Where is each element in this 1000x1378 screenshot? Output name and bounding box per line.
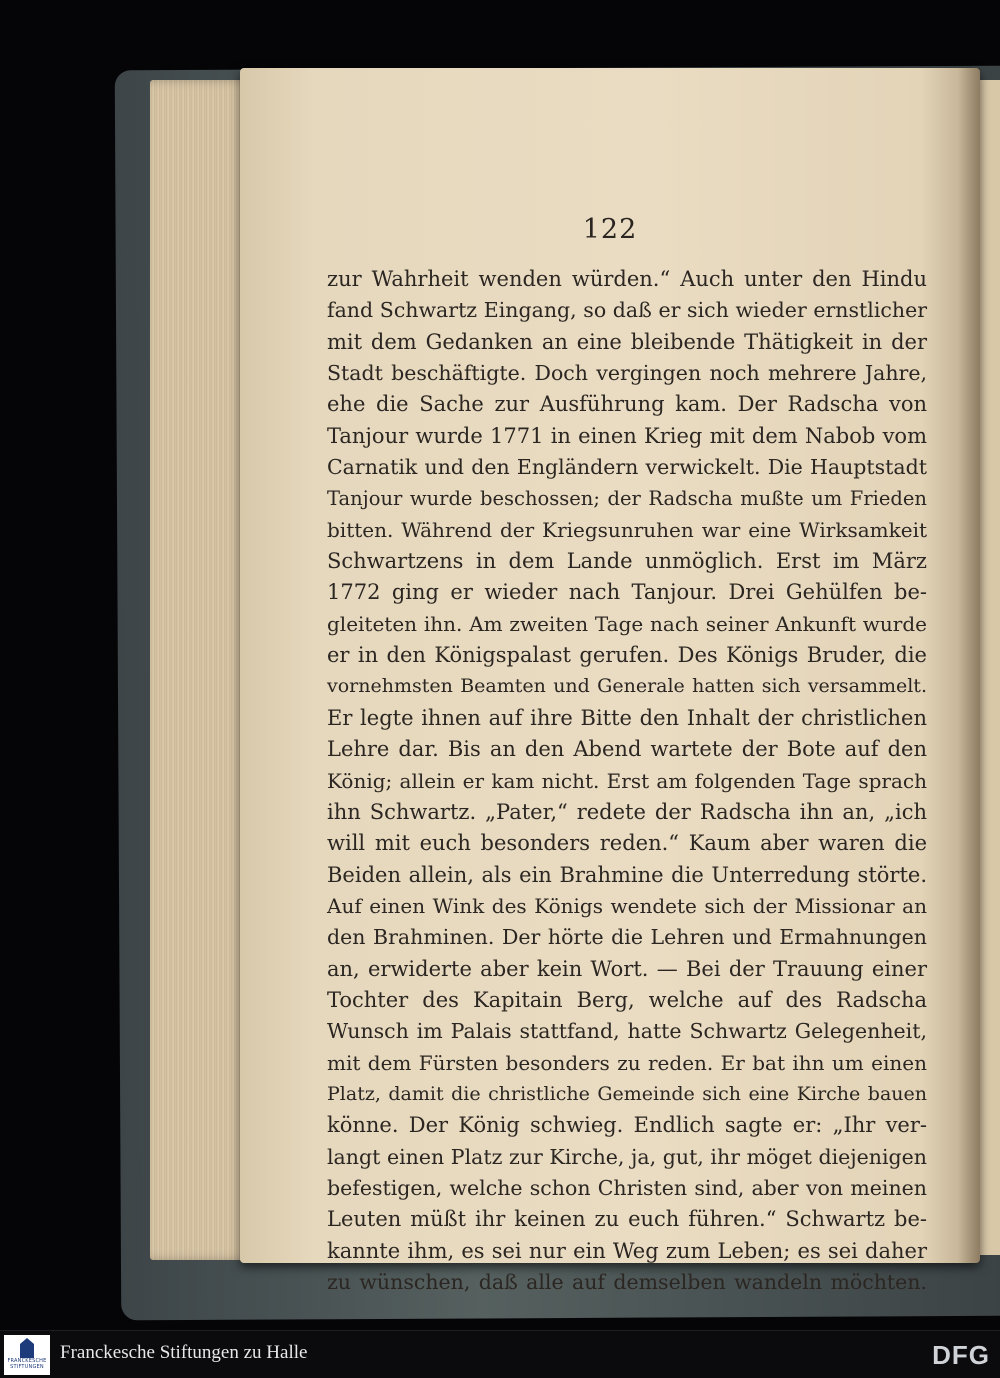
- text-line: vornehmsten Beamten und Generale hatten sich versammelt.: [327, 675, 927, 698]
- text-line: Leuten müßt ihr keinen zu euch führen.“ Schwartz be-: [327, 1207, 927, 1232]
- text-line: langt einen Platz zur Kirche, ja, gut, ihr möget diejenigen: [327, 1144, 927, 1169]
- text-line: Platz, damit die christliche Gemeinde sich eine Kirche bauen: [327, 1082, 927, 1105]
- text-line: Tanjour wurde 1771 in einen Krieg mit dem Nabob vom: [327, 423, 927, 448]
- text-line: bitten. Während der Kriegsunruhen war eine Wirksamkeit: [327, 517, 927, 542]
- text-line: 1772 ging er wieder nach Tanjour. Drei Gehülfen be-: [327, 580, 927, 605]
- franckesche-logo[interactable]: [4, 1335, 50, 1375]
- text-line: er in den Königspalast gerufen. Des Königs Bruder, die: [327, 643, 927, 668]
- text-line: den Brahminen. Der hörte die Lehren und Ermahnungen: [327, 925, 927, 950]
- institution-name[interactable]: Franckesche Stiftungen zu Halle: [60, 1342, 308, 1363]
- text-line: ehe die Sache zur Ausführung kam. Der Radscha von: [327, 392, 927, 417]
- text-line: Tochter des Kapitain Berg, welche auf des Radscha: [327, 987, 927, 1012]
- dfg-logo[interactable]: DFG: [932, 1340, 990, 1370]
- text-line: könne. Der König schwieg. Endlich sagte er: „Ihr ver-: [327, 1113, 927, 1138]
- text-line: befestigen, welche schon Christen sind, aber von meinen: [327, 1175, 927, 1200]
- text-line: Auf einen Wink des Königs wendete sich der Missionar an: [327, 893, 927, 918]
- building-icon: [20, 1338, 34, 1358]
- text-line: Wunsch im Palais stattfand, hatte Schwartz Gelegenheit,: [327, 1019, 927, 1044]
- text-line: Carnatik und den Engländern verwickelt. Die Hauptstadt: [327, 455, 927, 480]
- text-line: ihn Schwartz. „Pater,“ redete der Radscha ihn an, „ich: [327, 799, 927, 824]
- text-line: Beiden allein, als ein Brahmine die Unterredung störte.: [327, 862, 927, 887]
- page-gutter-shadow: [958, 68, 980, 1263]
- text-line: Lehre dar. Bis an den Abend wartete der Bote auf den: [327, 737, 927, 762]
- logo-text: FRANCKESCHE STIFTUNGEN: [7, 1358, 47, 1370]
- text-line: mit dem Fürsten besonders zu reden. Er bat ihn um einen: [327, 1050, 927, 1075]
- page-text: [327, 264, 927, 1298]
- text-line: Er legte ihnen auf ihre Bitte den Inhalt der christlichen: [327, 705, 927, 730]
- text-line: Stadt beschäftigte. Doch vergingen noch mehrere Jahre,: [327, 361, 927, 386]
- book-page: [240, 68, 980, 1294]
- text-line: zur Wahrheit wenden würden.“ Auch unter den Hindu: [327, 267, 927, 291]
- text-line: an, erwiderte aber kein Wort. — Bei der Trauung einer: [327, 956, 927, 981]
- text-line: zu wünschen, daß alle auf demselben wandeln möchten.: [327, 1270, 927, 1294]
- text-line: kannte ihm, es sei nur ein Weg zum Leben; es sei daher: [327, 1238, 927, 1263]
- text-line: will mit euch besonders reden.“ Kaum aber waren die: [327, 831, 927, 856]
- text-line: König; allein er kam nicht. Erst am folgenden Tage sprach: [327, 768, 927, 793]
- text-line: fand Schwartz Eingang, so daß er sich wieder ernstlicher: [327, 298, 927, 323]
- text-line: gleiteten ihn. Am zweiten Tage nach seiner Ankunft wurde: [327, 611, 927, 636]
- text-line: Schwartzens in dem Lande unmöglich. Erst im März: [327, 549, 927, 574]
- page-number: 122: [582, 214, 638, 245]
- viewer-footer: [0, 1330, 1000, 1378]
- text-line: Tanjour wurde beschossen; der Radscha mußte um Frieden: [327, 487, 927, 511]
- text-line: mit dem Gedanken an eine bleibende Thätigkeit in der: [327, 329, 927, 354]
